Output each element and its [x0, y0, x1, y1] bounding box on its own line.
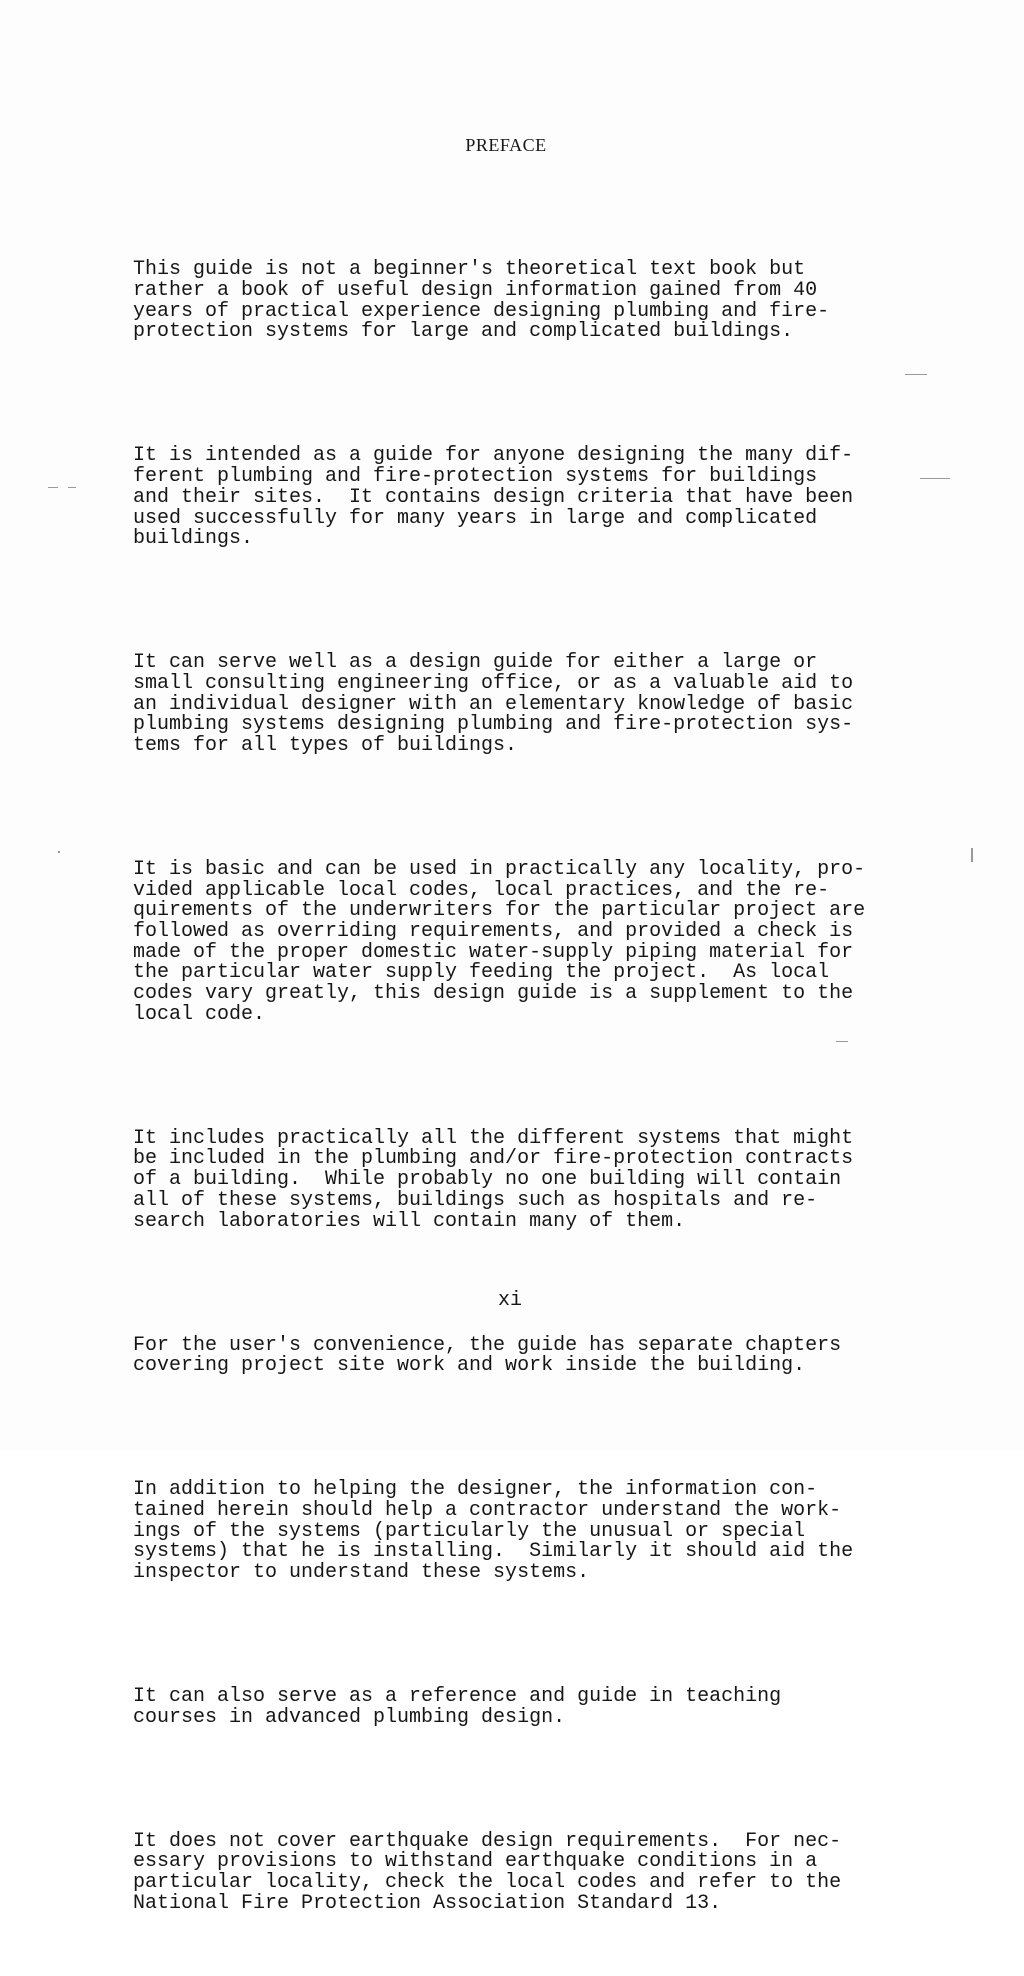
paragraph-5	[133, 1087, 933, 1273]
text-line: rather a book of useful design information gained from 40	[133, 279, 818, 303]
text-line: of a building. While probably no one building will contain	[133, 1168, 842, 1192]
scan-speck	[920, 478, 950, 479]
text-line: years of practical experience designing plumbing and fire-	[133, 299, 830, 323]
text-line: plumbing systems designing plumbing and fire-protection sys-	[133, 713, 854, 737]
text-line: used successfully for many years in large and complicated	[133, 506, 818, 530]
scan-speck	[905, 374, 927, 375]
text-line: quirements of the underwriters for the particular project are	[133, 899, 866, 923]
scan-speck	[971, 848, 973, 862]
paragraph-9	[133, 1790, 933, 1956]
text-line: protection systems for large and complicated buildings.	[133, 320, 794, 344]
paragraph-1	[133, 219, 933, 385]
text-line: and their sites. It contains design criteria that have been	[133, 485, 854, 509]
text-line: ings of the systems (particularly the unusual or special	[133, 1519, 806, 1543]
text-line: particular locality, check the local codes and refer to the	[133, 1871, 842, 1895]
text-line: made of the proper domestic water-supply piping material for	[133, 940, 854, 964]
scan-speck	[48, 487, 58, 488]
text-line: vided applicable local codes, local practices, and the re-	[133, 878, 830, 902]
text-line: followed as overriding requirements, and provided a check is	[133, 920, 854, 944]
paragraph-7	[133, 1439, 933, 1625]
page-number: xi	[497, 1289, 522, 1312]
text-line: It is intended as a guide for anyone designing the many dif-	[133, 444, 854, 468]
text-line: essary provisions to withstand earthquake conditions in a	[133, 1850, 818, 1874]
text-line: It can serve well as a design guide for either a large or	[133, 651, 818, 675]
paragraph-2	[133, 405, 933, 591]
page-title: PREFACE	[465, 135, 547, 155]
scan-speck	[58, 851, 60, 853]
text-line: ferent plumbing and fire-protection systems for buildings	[133, 465, 818, 489]
text-line: codes vary greatly, this design guide is a supplement to the	[133, 982, 854, 1006]
text-line: It does not cover earthquake design requirements. For nec-	[133, 1829, 842, 1853]
paragraph-3	[133, 612, 933, 798]
scan-speck	[68, 487, 76, 488]
text-line: It is basic and can be used in practically any locality, pro-	[133, 857, 866, 881]
text-line: all of these systems, buildings such as hospitals and re-	[133, 1188, 818, 1212]
text-line: local code.	[133, 1002, 266, 1026]
text-line: This guide is not a beginner's theoretical text book but	[133, 258, 806, 282]
text-line: It includes practically all the different systems that might	[133, 1126, 854, 1150]
text-line: For the user's convenience, the guide has separate chapters	[133, 1333, 842, 1357]
scan-speck	[836, 1041, 848, 1042]
text-line: the particular water supply feeding the project. As local	[133, 961, 830, 985]
text-line: search laboratories will contain many of them.	[133, 1209, 686, 1233]
text-line: covering project site work and work inside the building.	[133, 1354, 806, 1378]
text-line: tems for all types of buildings.	[133, 733, 518, 757]
text-line: tained herein should help a contractor understand the work-	[133, 1498, 842, 1522]
text-line: It can also serve as a reference and guide in teaching	[133, 1684, 782, 1708]
text-line: National Fire Protection Association Standard 13.	[133, 1891, 722, 1915]
text-line: be included in the plumbing and/or fire-protection contracts	[133, 1147, 854, 1171]
paragraph-6	[133, 1294, 933, 1418]
paragraph-8	[133, 1646, 933, 1770]
text-line: buildings.	[133, 527, 254, 551]
preface-body	[133, 219, 933, 1976]
paragraph-4	[133, 819, 933, 1067]
text-line: courses in advanced plumbing design.	[133, 1705, 566, 1729]
text-line: an individual designer with an elementary knowledge of basic	[133, 692, 854, 716]
text-line: In addition to helping the designer, the information con-	[133, 1478, 818, 1502]
text-line: inspector to understand these systems.	[133, 1560, 590, 1584]
text-line: systems) that he is installing. Similarly it should aid the	[133, 1540, 854, 1564]
text-line: small consulting engineering office, or as a valuable aid to	[133, 671, 854, 695]
